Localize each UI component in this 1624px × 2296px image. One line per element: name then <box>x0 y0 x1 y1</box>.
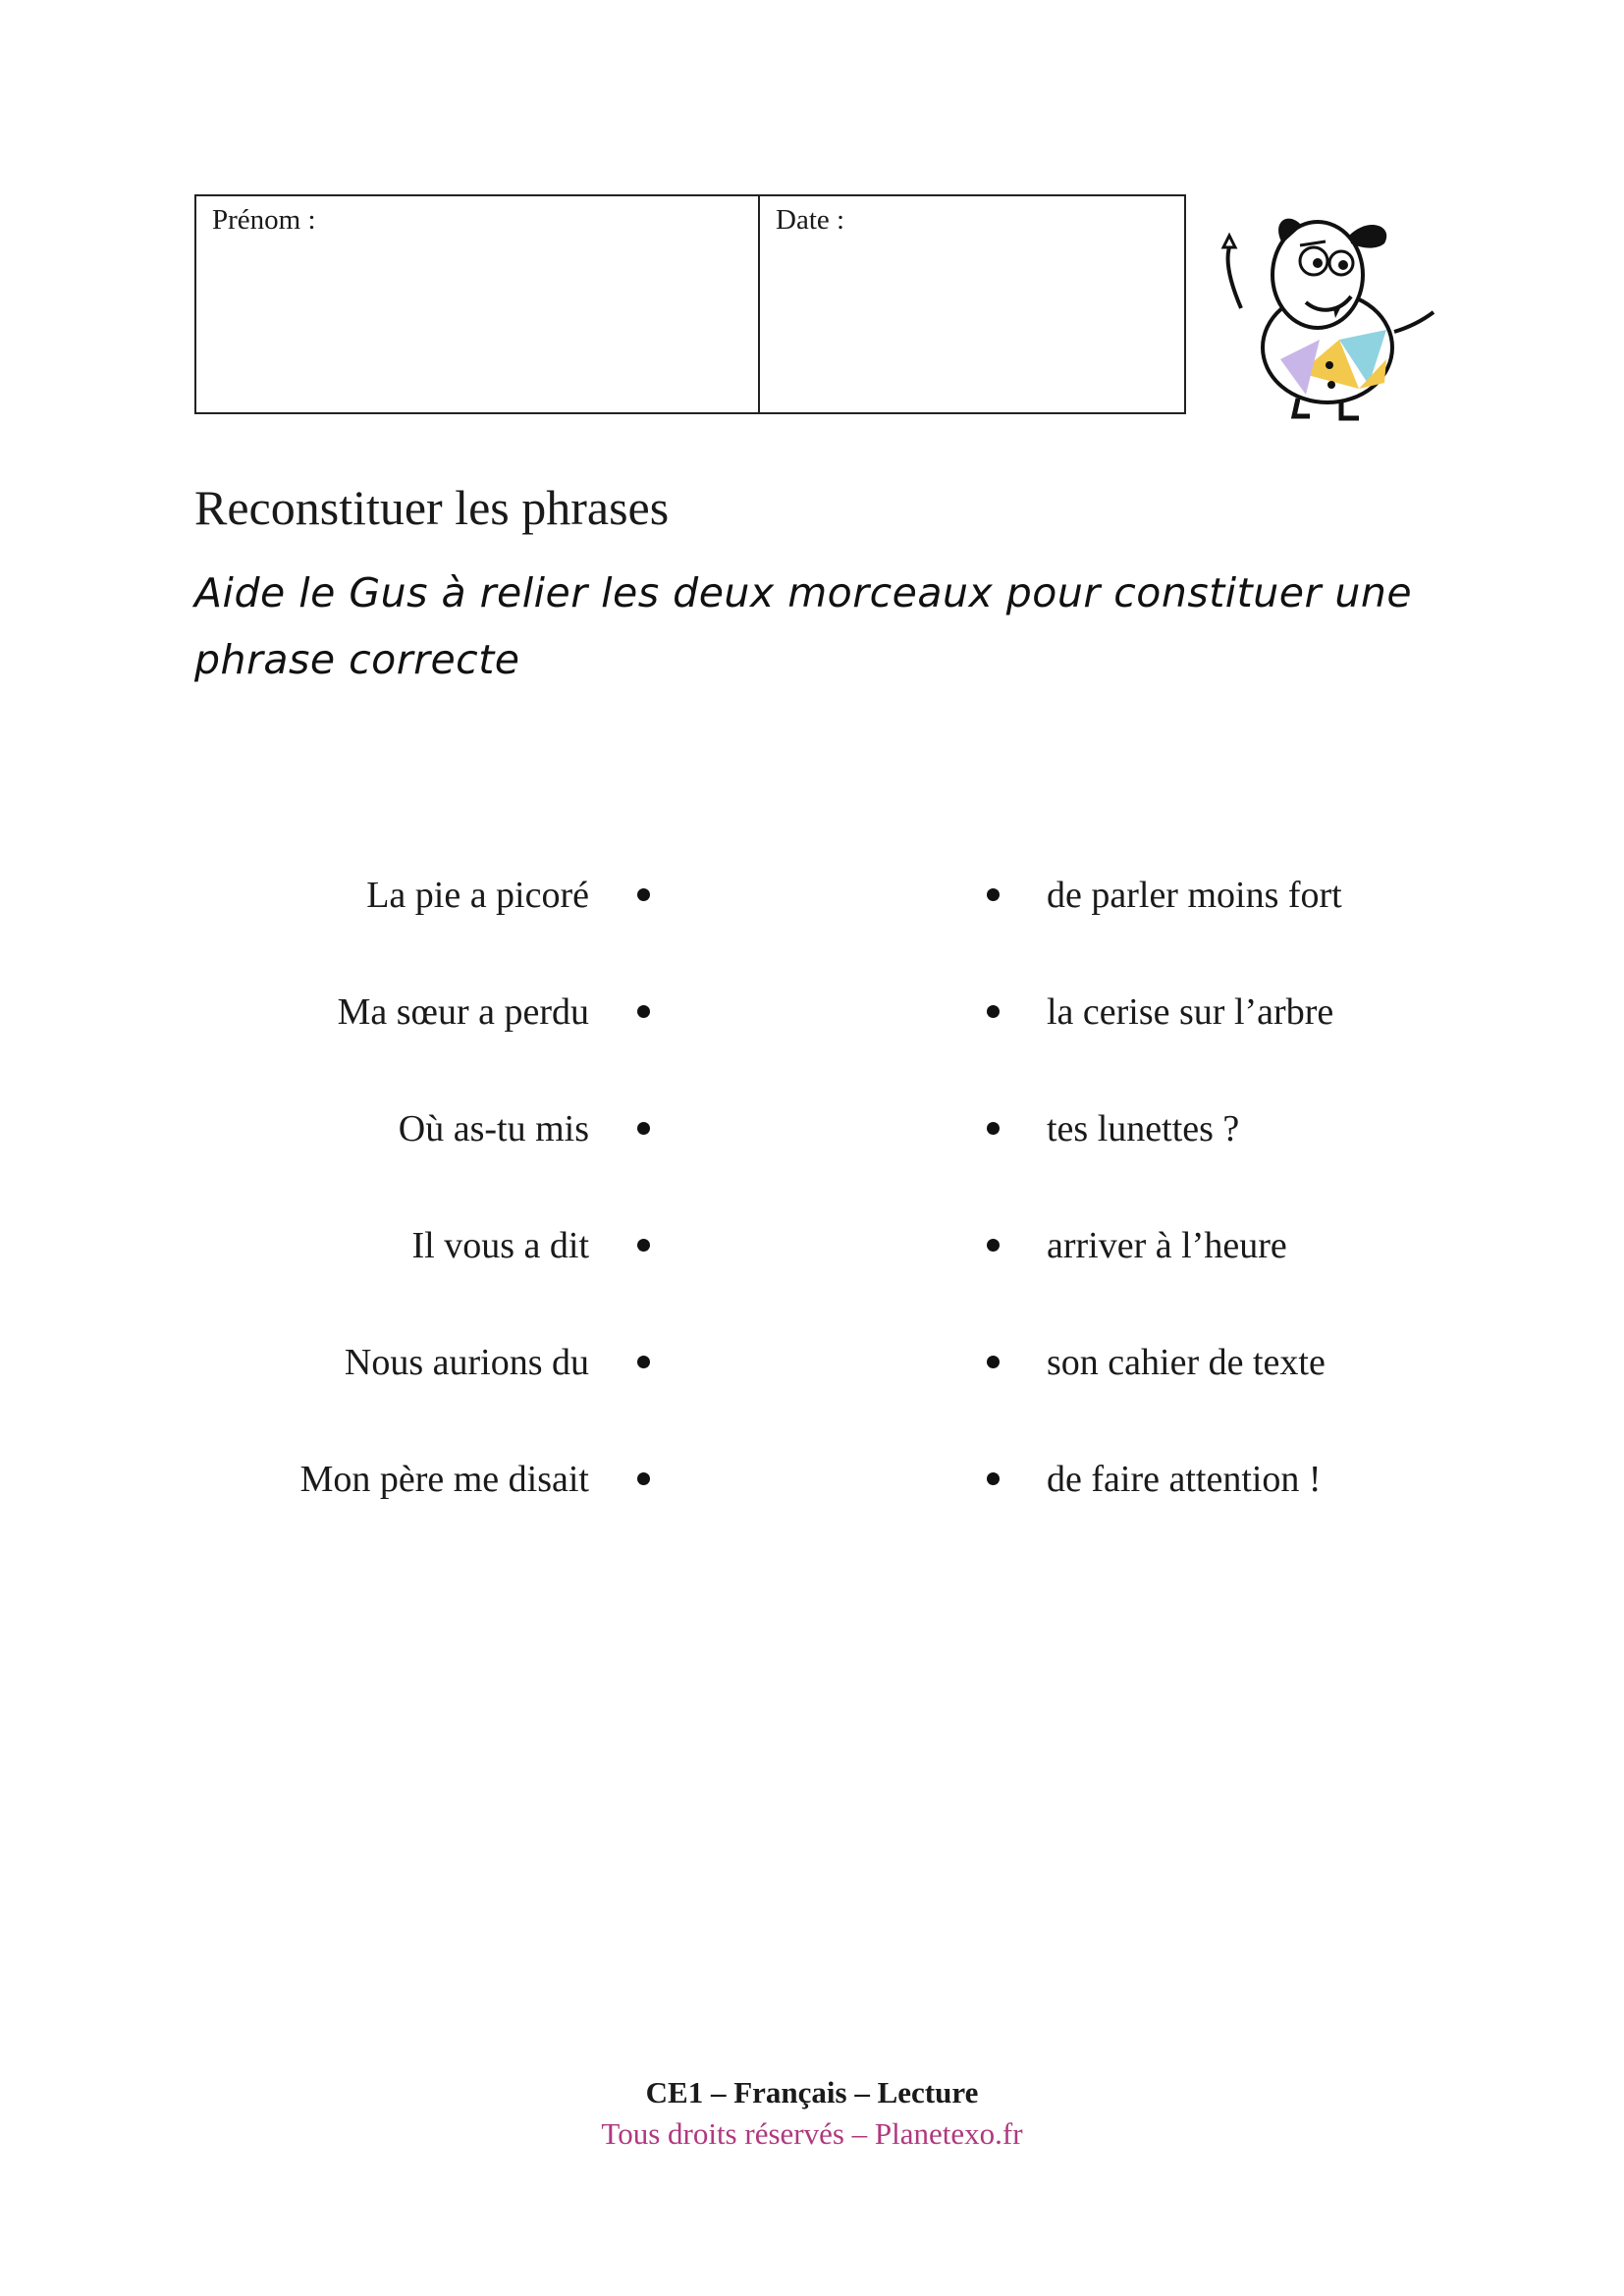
first-name-cell[interactable] <box>196 196 760 412</box>
left-connector-dot[interactable] <box>637 1122 650 1135</box>
right-connector-dot[interactable] <box>987 888 1000 901</box>
exercise-title: Reconstituer les phrases <box>194 480 670 535</box>
name-date-table <box>194 194 1186 414</box>
right-fragment: son cahier de texte <box>1047 1341 1326 1383</box>
gus-mascot-icon <box>1212 192 1443 424</box>
left-connector-dot[interactable] <box>637 1472 650 1485</box>
left-fragment: Où as-tu mis <box>398 1107 589 1149</box>
left-fragment: Nous aurions du <box>344 1341 589 1383</box>
first-name-label: Prénom : <box>212 204 316 236</box>
right-fragment: de faire attention ! <box>1047 1458 1322 1500</box>
left-fragment: La pie a picoré <box>366 874 589 916</box>
right-fragment: tes lunettes ? <box>1047 1107 1240 1149</box>
left-connector-dot[interactable] <box>637 1005 650 1018</box>
left-fragment: Mon père me disait <box>299 1458 589 1500</box>
footer-course: CE1 – Français – Lecture <box>645 2075 979 2109</box>
right-fragment: la cerise sur l’arbre <box>1047 990 1334 1033</box>
right-connector-dot[interactable] <box>987 1356 1000 1368</box>
left-connector-dot[interactable] <box>637 1239 650 1252</box>
right-fragments-column <box>1047 836 1597 1537</box>
left-fragment: Ma sœur a perdu <box>337 990 589 1033</box>
left-fragment: Il vous a dit <box>411 1224 589 1266</box>
right-connector-dot[interactable] <box>987 1239 1000 1252</box>
footer-copyright-link[interactable]: Tous droits réservés – Planetexo.fr <box>601 2116 1023 2151</box>
left-fragments-column <box>157 836 589 1537</box>
left-connector-dot[interactable] <box>637 888 650 901</box>
left-connector-dots <box>628 836 658 1537</box>
exercise-instructions: Aide le Gus à relier les deux morceaux pour constituer une phrase correcte <box>194 569 1413 683</box>
right-connector-dot[interactable] <box>987 1472 1000 1485</box>
right-fragment: arriver à l’heure <box>1047 1224 1287 1266</box>
right-connector-dot[interactable] <box>987 1005 1000 1018</box>
right-connector-dot[interactable] <box>987 1122 1000 1135</box>
date-label: Date : <box>776 204 845 236</box>
date-cell[interactable] <box>760 196 1184 412</box>
right-fragment: de parler moins fort <box>1047 874 1342 916</box>
right-connector-dots <box>978 836 1007 1537</box>
left-connector-dot[interactable] <box>637 1356 650 1368</box>
